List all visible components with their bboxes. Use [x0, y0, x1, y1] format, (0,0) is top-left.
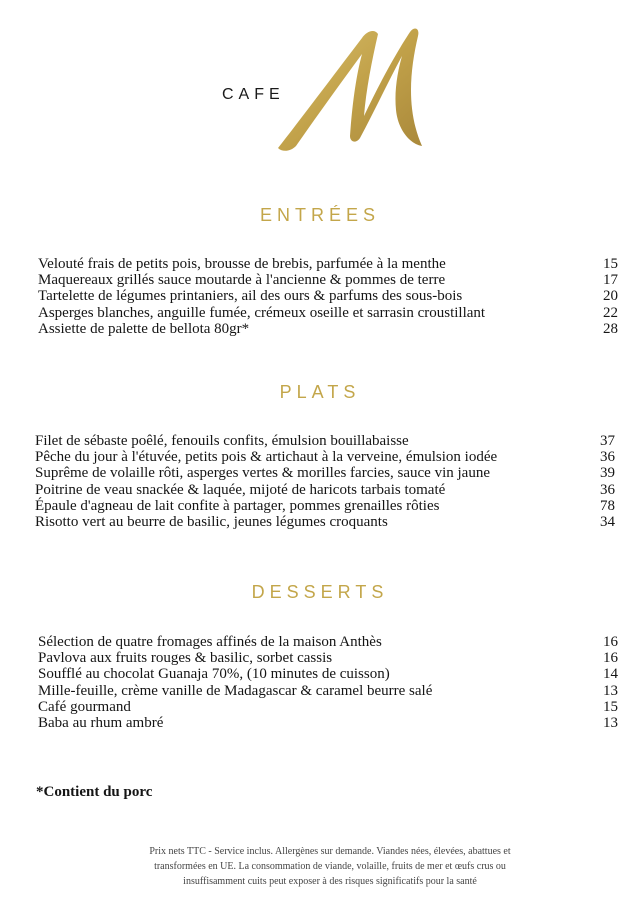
menu-item — [35, 482, 615, 498]
item-name: Sélection de quatre fromages affinés de la maison Anthès — [38, 634, 382, 650]
menu-item — [35, 465, 615, 481]
item-name: Café gourmand — [38, 698, 131, 715]
menu-item — [38, 699, 618, 715]
menu-item — [38, 272, 618, 288]
legal-footer — [100, 844, 560, 889]
item-name: Baba au rhum ambré — [38, 714, 164, 731]
footer-line: transformées en UE. La consommation de viande, volaille, fruits de mer et œufs crus ou — [154, 861, 506, 872]
item-price: 15 — [603, 698, 618, 715]
item-name: Risotto vert au beurre de basilic, jeunes légumes croquants — [35, 513, 388, 530]
item-price: 16 — [603, 634, 618, 650]
item-price: 13 — [603, 682, 618, 699]
menu-item — [38, 256, 618, 272]
footer-line: insuffisamment cuits peut exposer à des risques significatifs pour la santé — [183, 876, 477, 887]
item-price: 16 — [603, 650, 618, 667]
item-name: Épaule d'agneau de lait confite à partager, pommes grenailles rôties — [35, 497, 440, 514]
item-name: Poitrine de veau snackée & laquée, mijoté de haricots tarbais tomaté — [35, 481, 446, 498]
menu-item — [38, 634, 618, 650]
desserts-list — [38, 634, 618, 731]
item-price: 15 — [603, 256, 618, 272]
item-price: 22 — [603, 304, 618, 321]
menu-item — [38, 321, 618, 337]
item-price: 17 — [603, 272, 618, 289]
item-price: 39 — [600, 465, 615, 482]
menu-item — [38, 650, 618, 666]
footer-line: Prix nets TTC - Service inclus. Allergènes sur demande. Viandes nées, élevées, abattues et — [149, 846, 511, 857]
section-title-plats: PLATS — [279, 382, 361, 402]
plats-list — [35, 433, 615, 530]
menu-item — [38, 683, 618, 699]
item-price: 14 — [603, 666, 618, 683]
item-name: Soufflé au chocolat Guanaja 70%, (10 minutes de cuisson) — [38, 666, 390, 683]
pork-note: *Contient du porc — [36, 784, 153, 800]
item-name: Suprême de volaille rôti, asperges vertes & morilles farcies, sauce vin jaune — [35, 465, 490, 482]
item-price: 13 — [603, 714, 618, 731]
item-price: 20 — [603, 288, 618, 305]
item-name: Assiette de palette de bellota 80gr* — [38, 320, 250, 337]
menu-item — [38, 288, 618, 304]
item-name: Pavlova aux fruits rouges & basilic, sorbet cassis — [38, 650, 333, 667]
section-title-desserts: DESSERTS — [251, 582, 389, 602]
menu-item — [38, 715, 618, 731]
item-name: Mille-feuille, crème vanille de Madagascar & caramel beurre salé — [38, 682, 433, 699]
logo-m-icon — [270, 20, 430, 155]
menu-item — [35, 514, 615, 530]
item-price: 36 — [600, 481, 615, 498]
item-name: Asperges blanches, anguille fumée, crémeux oseille et sarrasin croustillant — [38, 304, 486, 321]
menu-item — [35, 449, 615, 465]
item-name: Velouté frais de petits pois, brousse de brebis, parfumée à la menthe — [38, 256, 446, 272]
logo-wordmark: CAFE — [222, 86, 285, 103]
item-price: 36 — [600, 449, 615, 466]
item-price: 34 — [600, 513, 615, 530]
menu-item — [35, 498, 615, 514]
item-name: Filet de sébaste poêlé, fenouils confits, émulsion bouillabaisse — [35, 433, 409, 449]
section-title-entrees: ENTRÉES — [259, 205, 381, 225]
item-name: Tartelette de légumes printaniers, ail des ours & parfums des sous-bois — [38, 288, 463, 305]
menu-item — [35, 433, 615, 449]
item-price: 28 — [603, 320, 618, 337]
item-price: 37 — [600, 433, 615, 449]
menu-item — [38, 666, 618, 682]
entrees-list — [38, 256, 618, 337]
menu-item — [38, 305, 618, 321]
item-name: Pêche du jour à l'étuvée, petits pois & artichaut à la verveine, émulsion iodée — [35, 449, 498, 466]
item-name: Maquereaux grillés sauce moutarde à l'ancienne & pommes de terre — [38, 272, 446, 289]
item-price: 78 — [600, 497, 615, 514]
cafe-m-logo — [0, 0, 640, 160]
